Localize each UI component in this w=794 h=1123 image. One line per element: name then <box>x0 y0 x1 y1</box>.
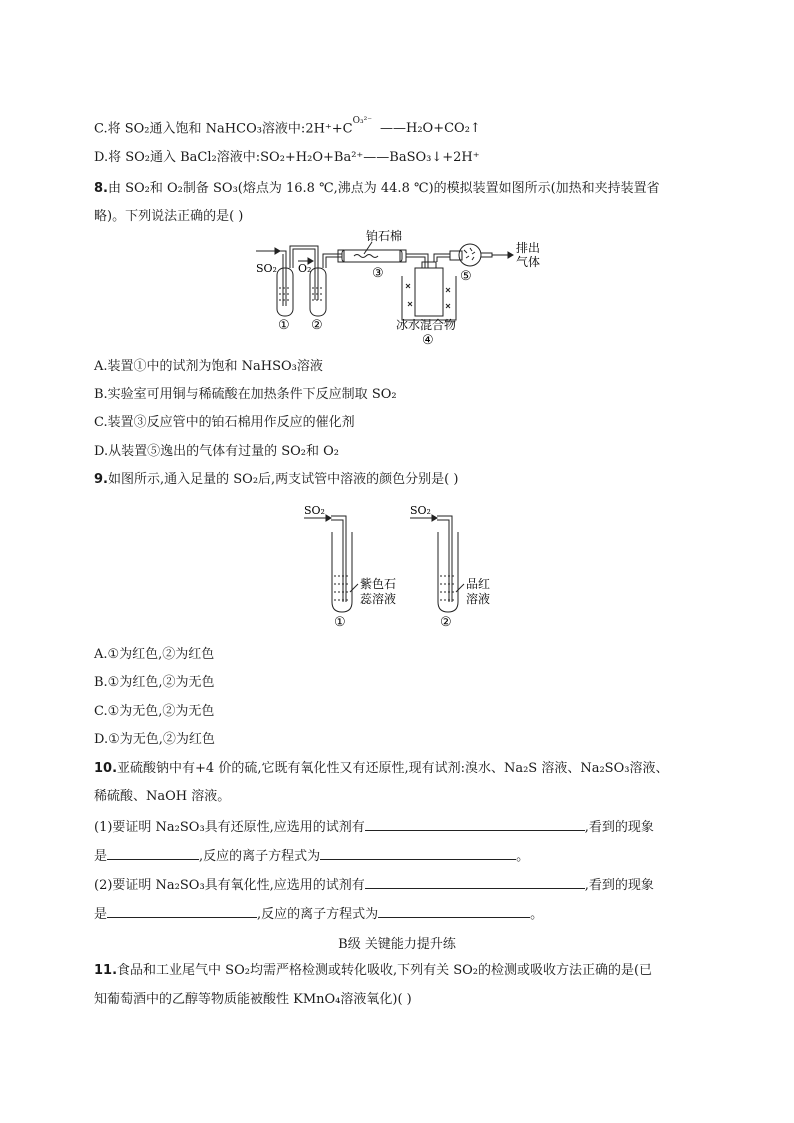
fig8-num-2: ② <box>311 318 323 333</box>
q10-p1a: (1)要证明 Na₂SO₃具有还原性,应选用的试剂有 <box>94 820 365 835</box>
q10-text1: 亚硫酸钠中有+4 价的硫,它既有氧化性又有还原性,现有试剂:溴水、Na₂S 溶液、Na₂SO₃溶液、 <box>117 761 669 776</box>
q10-p2d: ,反应的离子方程式为 <box>257 907 379 922</box>
fig9-so2-label-1: SO₂ <box>304 504 325 517</box>
fig9-label-1a: 紫色石 <box>360 577 397 591</box>
q10-p1b: ,看到的现象 <box>584 820 654 835</box>
q11-line1 <box>94 962 652 980</box>
fig8-platinum-label: 铂石棉 <box>366 229 403 243</box>
q8-apparatus-figure <box>250 228 550 348</box>
answer-blank-phenomenon-2[interactable] <box>107 904 257 918</box>
answer-blank-equation-2[interactable] <box>378 904 530 918</box>
q9-number: 9. <box>94 472 108 487</box>
q10-part2-line1 <box>94 875 654 895</box>
q8-line2: 略)。下列说法正确的是( ) <box>94 209 244 224</box>
fig8-ice-label: 冰水混合物 <box>396 318 457 332</box>
fig9-num-2: ② <box>440 615 452 630</box>
q9-line <box>94 471 458 489</box>
q8-option-b: B.实验室可用铜与稀硫酸在加热条件下反应制取 SO₂ <box>94 387 397 402</box>
fig8-num-4: ④ <box>422 333 434 348</box>
option-c-prev <box>94 116 481 138</box>
q8-number: 8. <box>94 181 108 196</box>
q9-option-c: C.①为无色,②为无色 <box>94 704 215 719</box>
flask-1 <box>277 268 293 316</box>
q9-option-b: B.①为红色,②为无色 <box>94 675 215 690</box>
q8-option-a: A.装置①中的试剂为饱和 NaHSO₃溶液 <box>94 359 323 374</box>
answer-blank-reagents-1[interactable] <box>365 817 585 831</box>
q8-option-d: D.从装置⑤逸出的气体有过量的 SO₂和 O₂ <box>94 444 340 459</box>
q10-p1c: 是 <box>94 849 108 864</box>
fig8-num-1: ① <box>278 318 290 333</box>
fig9-label-2b: 溶液 <box>466 592 491 606</box>
option-c-text: C.将 SO₂通入饱和 NaHCO₃溶液中:2H⁺+C <box>94 121 353 137</box>
section-b-heading: B级 关键能力提升练 <box>338 937 456 952</box>
answer-blank-phenomenon-1[interactable] <box>107 846 199 860</box>
q10-p2e: 。 <box>530 907 544 922</box>
fig8-so2-label: SO₂ <box>256 262 277 275</box>
q10-p1e: 。 <box>516 849 530 864</box>
q10-line2: 稀硫酸、NaOH 溶液。 <box>94 789 231 804</box>
fig8-exhaust-label-1: 排出 <box>516 241 541 255</box>
q10-number: 10. <box>94 761 118 776</box>
option-d-prev: D.将 SO₂通入 BaCl₂溶液中:SO₂+H₂O+Ba²⁺——BaSO₃↓+2H⁺ <box>94 150 480 165</box>
q8-option-c: C.装置③反应管中的铂石棉用作反应的催化剂 <box>94 415 355 430</box>
q11-text1: 食品和工业尾气中 SO₂均需严格检测或转化吸收,下列有关 SO₂的检测或吸收方法正确的是(已 <box>117 963 653 978</box>
q10-line1 <box>94 760 668 778</box>
fig9-label-1b: 蕊溶液 <box>360 592 397 606</box>
q8-line1 <box>94 180 660 198</box>
fig9-label-2a: 品红 <box>466 577 491 591</box>
answer-blank-equation-1[interactable] <box>320 846 516 860</box>
q10-part2-line2 <box>94 904 543 924</box>
q9-option-d: D.①为无色,②为红色 <box>94 732 215 747</box>
option-c-sup: O₃²⁻ <box>352 116 372 126</box>
q10-part1-line2 <box>94 846 529 866</box>
fig8-exhaust-label-2: 气体 <box>516 255 541 269</box>
answer-blank-reagents-2[interactable] <box>365 875 585 889</box>
fig8-num-5: ⑤ <box>460 269 472 284</box>
q10-p2b: ,看到的现象 <box>584 878 654 893</box>
fig9-num-1: ① <box>334 615 346 630</box>
option-c-rest: ——H₂O+CO₂↑ <box>379 121 481 137</box>
q11-line2: 知葡萄酒中的乙醇等物质能被酸性 KMnO₄溶液氧化)( ) <box>94 992 412 1007</box>
fig8-num-3: ③ <box>372 266 384 281</box>
q10-p2a: (2)要证明 Na₂SO₃具有氧化性,应选用的试剂有 <box>94 878 365 893</box>
ice-water-beaker <box>402 276 456 320</box>
q11-number: 11. <box>94 963 118 978</box>
q9-tubes-figure <box>300 502 500 630</box>
q9-option-a: A.①为红色,②为红色 <box>94 647 215 662</box>
q8-text1: 由 SO₂和 O₂制备 SO₃(熔点为 16.8 ℃,沸点为 44.8 ℃)的模拟装置如图所示(加热和夹持装置省 <box>107 181 660 196</box>
fig8-o2-label: O₂ <box>298 262 312 275</box>
q10-p2c: 是 <box>94 907 108 922</box>
fig9-so2-label-2: SO₂ <box>410 504 431 517</box>
flask-4 <box>415 268 443 316</box>
q9-text: 如图所示,通入足量的 SO₂后,两支试管中溶液的颜色分别是( ) <box>107 472 459 487</box>
q10-p1d: ,反应的离子方程式为 <box>199 849 321 864</box>
q10-part1-line1 <box>94 817 654 837</box>
